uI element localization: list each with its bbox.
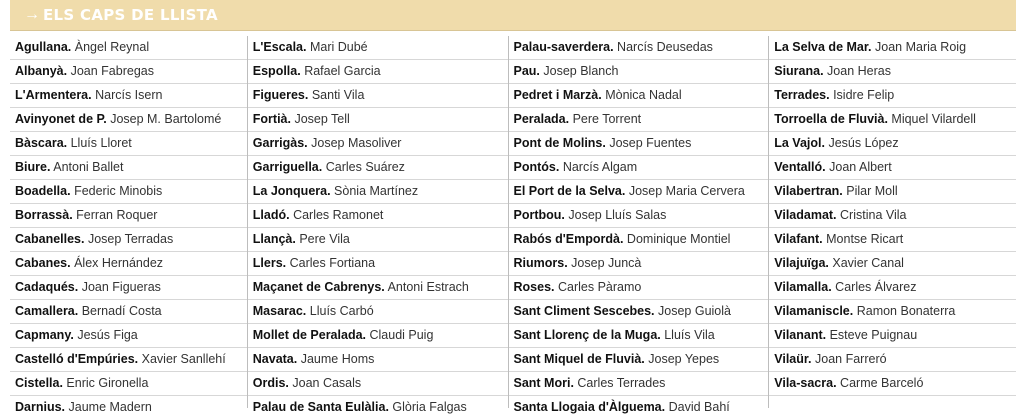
candidate-name: Carles Ramonet	[293, 208, 384, 222]
section-title: ELS CAPS DE LLISTA	[43, 6, 218, 24]
town-name: Vilamalla.	[774, 280, 832, 294]
list-item	[769, 252, 1016, 276]
candidate-name: Federic Minobis	[74, 184, 163, 198]
list-item	[248, 228, 508, 252]
candidate-name: Santi Vila	[311, 88, 365, 102]
list-item	[10, 276, 247, 300]
list-item	[10, 204, 247, 228]
list-item	[769, 276, 1016, 300]
candidate-name: Joan Figueras	[81, 280, 161, 294]
list-item	[509, 396, 769, 419]
candidate-name: Carme Barceló	[840, 376, 924, 390]
list-item	[10, 324, 247, 348]
town-name: L'Armentera.	[15, 88, 92, 102]
candidate-name: Joan Heras	[827, 64, 891, 78]
town-name: Maçanet de Cabrenys.	[252, 280, 385, 294]
town-name: Castelló d'Empúries.	[15, 352, 139, 366]
town-name: Garriguella.	[252, 160, 323, 174]
town-name: Cabanes.	[15, 256, 71, 270]
list-item	[769, 84, 1016, 108]
list-item	[248, 348, 508, 372]
list-columns	[10, 36, 1016, 414]
town-name: Lladó.	[252, 208, 290, 222]
candidate-name: Antoni Ballet	[53, 160, 124, 174]
town-name: Vilanant.	[774, 328, 827, 342]
candidate-name: Mònica Nadal	[605, 88, 682, 102]
town-name: Vilajuïga.	[774, 256, 829, 270]
town-name: L'Escala.	[252, 40, 307, 54]
candidate-name: Josep Lluís Salas	[568, 208, 667, 222]
list-item	[769, 156, 1016, 180]
list-item	[10, 372, 247, 396]
candidate-name: Narcís Algam	[562, 160, 638, 174]
town-name: Borrassà.	[15, 208, 73, 222]
candidate-name: Joan Fabregas	[70, 64, 154, 78]
town-name: Pau.	[513, 64, 540, 78]
town-name: Sant Mori.	[513, 376, 574, 390]
candidate-name: Jesús López	[828, 136, 899, 150]
town-name: Palau de Santa Eulàlia.	[252, 400, 389, 414]
town-name: Torroella de Fluvià.	[774, 112, 888, 126]
candidate-name: Jaume Madern	[68, 400, 152, 414]
town-name: La Selva de Mar.	[774, 40, 872, 54]
candidate-name: Josep Masoliver	[311, 136, 402, 150]
candidate-name: Pere Torrent	[572, 112, 642, 126]
list-column-3	[508, 36, 769, 414]
town-name: Ventalló.	[774, 160, 826, 174]
town-name: Cistella.	[15, 376, 63, 390]
list-item	[509, 180, 769, 204]
candidate-name: Claudi Puig	[369, 328, 434, 342]
list-item	[248, 180, 508, 204]
town-name: Santa Llogaia d'Àlguema.	[513, 400, 666, 414]
candidate-name: Ramon Bonaterra	[856, 304, 956, 318]
candidate-name: David Bahí	[668, 400, 730, 414]
candidate-name: Lluís Vila	[664, 328, 715, 342]
list-item	[509, 276, 769, 300]
town-name: Figueres.	[252, 88, 309, 102]
candidate-name: Jesús Figa	[77, 328, 138, 342]
candidate-name: Lluís Lloret	[70, 136, 132, 150]
list-item	[248, 36, 508, 60]
list-item	[10, 132, 247, 156]
list-item	[769, 372, 1016, 396]
list-item	[10, 180, 247, 204]
town-name: Sant Llorenç de la Muga.	[513, 328, 661, 342]
town-name: Boadella.	[15, 184, 71, 198]
town-name: Darnius.	[15, 400, 66, 414]
town-name: Siurana.	[774, 64, 824, 78]
list-item	[248, 156, 508, 180]
candidate-name: Carles Álvarez	[835, 280, 917, 294]
list-item	[769, 180, 1016, 204]
candidate-name: Miquel Vilardell	[891, 112, 976, 126]
candidate-name: Cristina Vila	[840, 208, 907, 222]
candidate-name: Antoni Estrach	[387, 280, 469, 294]
candidate-name: Joan Maria Roig	[875, 40, 967, 54]
town-name: Cabanelles.	[15, 232, 85, 246]
candidate-name: Mari Dubé	[309, 40, 368, 54]
list-item	[509, 132, 769, 156]
candidate-name: Dominique Montiel	[626, 232, 731, 246]
town-name: Llers.	[252, 256, 287, 270]
candidate-name: Joan Casals	[292, 376, 362, 390]
candidate-name: Sònia Martínez	[334, 184, 419, 198]
town-name: Cadaqués.	[15, 280, 79, 294]
town-name: La Jonquera.	[252, 184, 331, 198]
candidate-name: Enric Gironella	[66, 376, 149, 390]
town-name: Viladamat.	[774, 208, 837, 222]
list-item	[10, 300, 247, 324]
town-name: Sant Miquel de Fluvià.	[513, 352, 645, 366]
candidate-name: Narcís Deusedas	[617, 40, 713, 54]
town-name: Pontós.	[513, 160, 560, 174]
section-header	[10, 0, 1016, 31]
list-item	[10, 36, 247, 60]
list-column-4	[768, 36, 1016, 408]
candidate-name: Rafael Garcia	[304, 64, 381, 78]
list-item	[248, 60, 508, 84]
candidate-name: Josep Yepes	[648, 352, 720, 366]
list-item	[10, 252, 247, 276]
list-item	[509, 348, 769, 372]
list-item	[248, 276, 508, 300]
list-item	[10, 396, 247, 419]
town-name: Pont de Molins.	[513, 136, 606, 150]
list-item	[248, 300, 508, 324]
town-name: Vilaür.	[774, 352, 812, 366]
town-name: Ordis.	[252, 376, 289, 390]
list-item	[248, 252, 508, 276]
list-item	[509, 228, 769, 252]
candidate-name: Josep Fuentes	[609, 136, 692, 150]
candidate-name: Isidre Felip	[833, 88, 895, 102]
town-name: Rabós d'Empordà.	[513, 232, 624, 246]
list-item	[10, 348, 247, 372]
list-item	[10, 84, 247, 108]
list-item	[248, 396, 508, 419]
candidate-name: Glòria Falgas	[392, 400, 467, 414]
town-name: Masarac.	[252, 304, 307, 318]
town-name: Avinyonet de P.	[15, 112, 107, 126]
candidate-name: Jaume Homs	[300, 352, 375, 366]
town-name: Peralada.	[513, 112, 570, 126]
candidate-name: Josep Guiolà	[658, 304, 731, 318]
town-name: Espolla.	[252, 64, 301, 78]
town-name: Vilabertran.	[774, 184, 843, 198]
candidate-name: Lluís Carbó	[309, 304, 374, 318]
list-column-1	[10, 36, 247, 414]
list-item	[769, 348, 1016, 372]
candidate-name: Esteve Puignau	[829, 328, 918, 342]
town-name: Sant Climent Sescebes.	[513, 304, 655, 318]
town-name: Camallera.	[15, 304, 79, 318]
list-item	[769, 36, 1016, 60]
town-name: Fortià.	[252, 112, 291, 126]
list-item	[769, 300, 1016, 324]
list-item	[769, 108, 1016, 132]
list-item	[769, 204, 1016, 228]
candidate-name: Carles Fortiana	[289, 256, 376, 270]
list-item	[10, 60, 247, 84]
town-name: Portbou.	[513, 208, 565, 222]
town-name: La Vajol.	[774, 136, 825, 150]
list-item	[509, 84, 769, 108]
town-name: Agullana.	[15, 40, 72, 54]
list-item	[509, 36, 769, 60]
candidate-name: Joan Farreró	[815, 352, 887, 366]
arrow-right-icon: →	[24, 6, 40, 23]
list-item	[248, 372, 508, 396]
town-name: Terrades.	[774, 88, 830, 102]
town-name: Garrigàs.	[252, 136, 308, 150]
candidate-name: Josep Tell	[294, 112, 350, 126]
list-item	[248, 108, 508, 132]
candidate-name: Josep Blanch	[543, 64, 619, 78]
town-name: Vilamaniscle.	[774, 304, 854, 318]
town-name: Navata.	[252, 352, 298, 366]
list-item	[509, 60, 769, 84]
list-item	[248, 84, 508, 108]
town-name: Bàscara.	[15, 136, 68, 150]
list-item	[769, 396, 1016, 419]
town-name: Roses.	[513, 280, 555, 294]
list-column-2	[247, 36, 508, 414]
town-name: Mollet de Peralada.	[252, 328, 366, 342]
list-item	[769, 60, 1016, 84]
list-item	[769, 228, 1016, 252]
candidate-name: Carles Pàramo	[557, 280, 642, 294]
list-item	[769, 324, 1016, 348]
list-item	[509, 372, 769, 396]
candidate-name: Ferran Roquer	[76, 208, 158, 222]
town-name: Palau-saverdera.	[513, 40, 614, 54]
candidate-name: Pere Vila	[299, 232, 350, 246]
candidate-name: Pilar Moll	[846, 184, 898, 198]
town-name: Riumors.	[513, 256, 568, 270]
list-item	[509, 252, 769, 276]
candidate-name: Bernadí Costa	[81, 304, 162, 318]
candidate-name: Josep Maria Cervera	[628, 184, 745, 198]
candidate-name: Àngel Reynal	[74, 40, 150, 54]
town-name: Albanyà.	[15, 64, 68, 78]
list-item	[509, 156, 769, 180]
town-name: Llançà.	[252, 232, 296, 246]
candidate-name: Narcís Isern	[95, 88, 163, 102]
list-item	[509, 324, 769, 348]
list-item	[248, 324, 508, 348]
list-item	[769, 132, 1016, 156]
list-item	[509, 108, 769, 132]
town-name: Biure.	[15, 160, 51, 174]
candidate-name: Joan Albert	[829, 160, 892, 174]
town-name: Capmany.	[15, 328, 74, 342]
town-name: Pedret i Marzà.	[513, 88, 602, 102]
candidate-name: Josep Juncà	[571, 256, 642, 270]
town-name: Vila-sacra.	[774, 376, 837, 390]
list-item	[248, 204, 508, 228]
list-item	[10, 108, 247, 132]
candidate-name: Josep M. Bartolomé	[110, 112, 222, 126]
list-item	[509, 204, 769, 228]
candidate-name: Álex Hernández	[74, 256, 164, 270]
candidate-name: Carles Terrades	[577, 376, 666, 390]
list-item	[10, 156, 247, 180]
candidate-name: Josep Terradas	[87, 232, 174, 246]
town-name: Vilafant.	[774, 232, 823, 246]
candidate-name: Xavier Sanllehí	[141, 352, 226, 366]
candidate-name: Xavier Canal	[832, 256, 904, 270]
list-item	[509, 300, 769, 324]
candidate-name: Montse Ricart	[826, 232, 904, 246]
list-item	[10, 228, 247, 252]
list-item	[248, 132, 508, 156]
candidate-name: Carles Suárez	[325, 160, 405, 174]
town-name: El Port de la Selva.	[513, 184, 626, 198]
